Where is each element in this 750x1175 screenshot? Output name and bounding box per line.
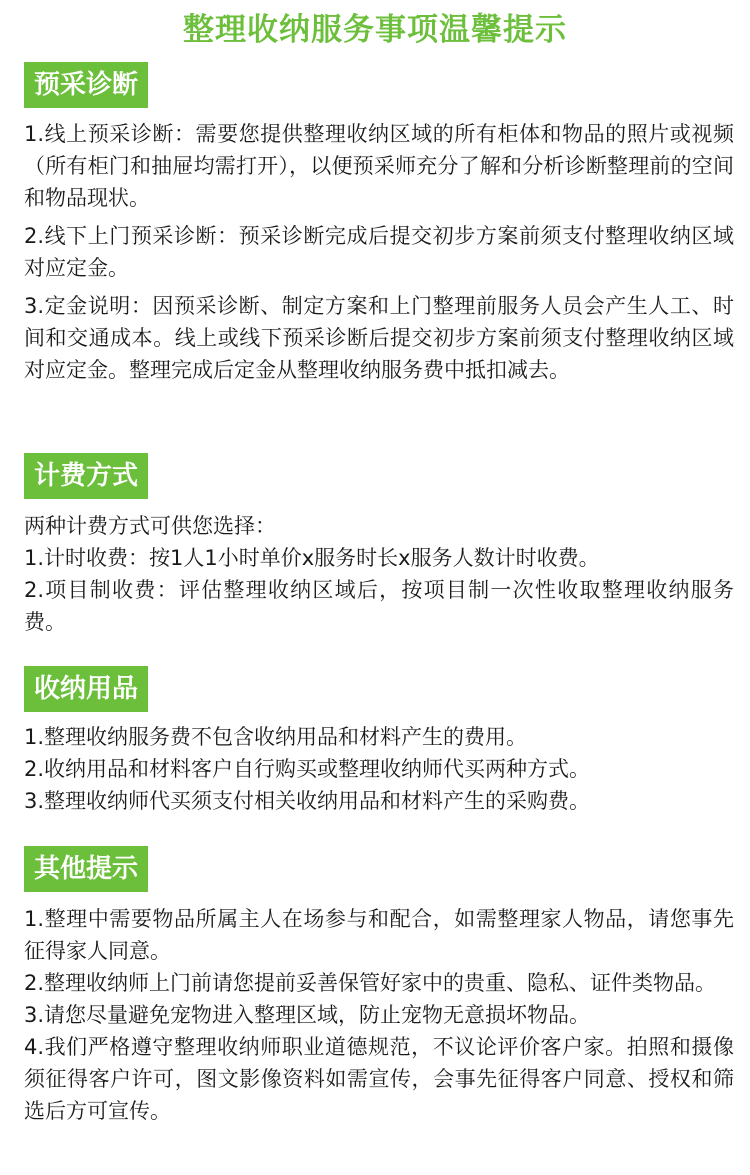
billing-item-2: 2.项目制收费：评估整理收纳区域后，按项目制一次性收取整理收纳服务费。 bbox=[24, 578, 734, 634]
section-body-pre-diagnosis bbox=[24, 118, 734, 386]
storage-supplies-item-1: 1.整理收纳服务费不包含收纳用品和材料产生的费用。 bbox=[24, 725, 528, 749]
pre-diagnosis-item-1: 1.线上预采诊断：需要您提供整理收纳区域的所有柜体和物品的照片或视频（所有柜门和抽屉均需打开），以便预采师充分了解和分析诊断整理前的空间和物品现状。 bbox=[24, 122, 734, 210]
storage-supplies-item-3: 3.整理收纳师代买须支付相关收纳用品和材料产生的采购费。 bbox=[24, 789, 591, 813]
section-body-other-tips bbox=[24, 903, 734, 1127]
section-heading-other-tips: 其他提示 bbox=[24, 846, 148, 892]
section-heading-pre-diagnosis: 预采诊断 bbox=[24, 62, 148, 108]
pre-diagnosis-item-3: 3.定金说明：因预采诊断、制定方案和上门整理前服务人员会产生人工、时间和交通成本。线上或线下预采诊断后提交初步方案前须支付整理收纳区域对应定金。整理完成后定金从整理收纳服务费中抵扣减去。 bbox=[24, 294, 734, 382]
storage-supplies-item-2: 2.收纳用品和材料客户自行购买或整理收纳师代买两种方式。 bbox=[24, 757, 591, 781]
section-body-billing bbox=[24, 510, 734, 638]
other-tips-item-4: 4.我们严格遵守整理收纳师职业道德规范，不议论评价客户家。拍照和摄像须征得客户许可，图文影像资料如需宣传，会事先征得客户同意、授权和筛选后方可宣传。 bbox=[24, 1035, 734, 1123]
other-tips-item-3: 3.请您尽量避免宠物进入整理区域，防止宠物无意损坏物品。 bbox=[24, 1003, 591, 1027]
section-heading-billing: 计费方式 bbox=[24, 453, 148, 499]
billing-item-1: 1.计时收费：按1人1小时单价x服务时长x服务人数计时收费。 bbox=[24, 546, 600, 570]
section-heading-storage-supplies: 收纳用品 bbox=[24, 666, 148, 712]
other-tips-item-2: 2.整理收纳师上门前请您提前妥善保管好家中的贵重、隐私、证件类物品。 bbox=[24, 971, 717, 995]
other-tips-item-1: 1.整理中需要物品所属主人在场参与和配合，如需整理家人物品，请您事先征得家人同意。 bbox=[24, 907, 734, 963]
billing-intro: 两种计费方式可供您选择： bbox=[24, 514, 276, 538]
page-title: 整理收纳服务事项温馨提示 bbox=[183, 12, 567, 48]
pre-diagnosis-item-2: 2.线下上门预采诊断：预采诊断完成后提交初步方案前须支付整理收纳区域对应定金。 bbox=[24, 224, 734, 280]
section-body-storage-supplies bbox=[24, 721, 734, 817]
